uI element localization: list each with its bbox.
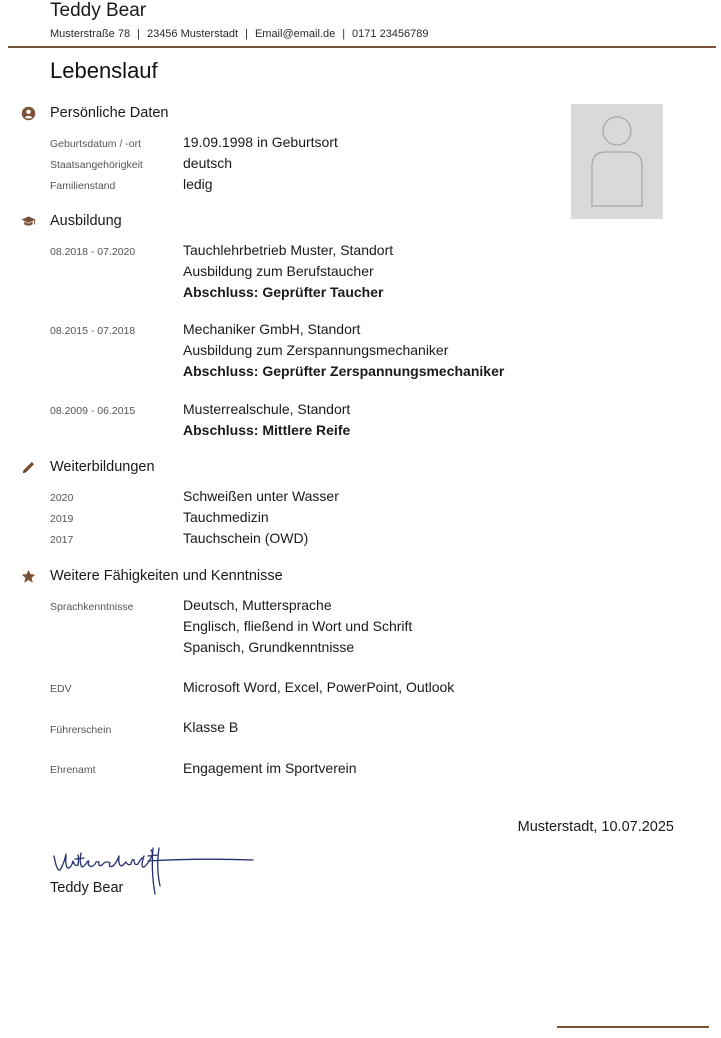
education-program: Ausbildung zum Zerspannungsmechaniker [183,342,449,358]
section-training-header [20,457,155,477]
document-title: Lebenslauf [50,58,158,83]
language-item: Spanisch, Grundkenntnisse [183,639,355,655]
skills-label-edv: EDV [50,683,72,695]
contact-street: Musterstraße 78 [50,28,131,40]
education-program: Ausbildung zum Berufstaucher [183,263,374,279]
education-period: 08.2018 - 07.2020 [50,246,136,258]
education-result: Abschluss: Geprüfter Taucher [183,284,384,300]
education-entry [183,319,504,382]
field-value: ledig [183,176,213,192]
education-result: Abschluss: Mittlere Reife [183,422,351,438]
section-title: Weiterbildungen [50,459,155,475]
star-icon [20,568,36,584]
education-period: 08.2015 - 07.2018 [50,325,136,337]
skills-label-languages: Sprachkenntnisse [50,601,134,613]
graduation-cap-icon [20,213,36,229]
section-education-header [20,211,122,231]
skills-license: Klasse B [183,719,239,735]
field-value: deutsch [183,155,233,171]
separator: | [137,28,140,40]
signer-name: Teddy Bear [50,880,124,896]
place-date: Musterstadt, 10.07.2025 [517,819,674,835]
training-year: 2019 [50,513,74,525]
user-circle-icon [20,105,36,121]
field-label: Staatsangehörigkeit [50,159,143,171]
applicant-name: Teddy Bear [50,0,147,21]
footer-rule [557,1026,709,1028]
skills-label-volunteer: Ehrenamt [50,764,96,776]
language-item: Deutsch, Muttersprache [183,597,332,613]
contact-line [50,27,429,41]
section-skills-header [20,566,283,586]
contact-email: Email@email.de [254,28,336,40]
separator: | [245,28,248,40]
education-entry [183,399,350,441]
field-label: Familienstand [50,180,116,192]
section-personal-header [20,103,169,123]
training-year: 2017 [50,534,74,546]
contact-phone: 0171 23456789 [352,28,429,40]
language-item: Englisch, fließend in Wort und Schrift [183,618,413,634]
skills-languages [183,595,412,658]
education-institution: Musterrealschule, Standort [183,401,351,417]
contact-city: 23456 Musterstadt [146,28,239,40]
field-value: 19.09.1998 in Geburtsort [183,134,338,150]
training-value: Tauchschein (OWD) [183,530,309,546]
education-entry [183,240,393,303]
training-year: 2020 [50,492,74,504]
section-title: Weitere Fähigkeiten und Kenntnisse [50,568,283,584]
education-result: Abschluss: Geprüfter Zerspannungsmechaniker [183,363,505,379]
education-institution: Mechaniker GmbH, Standort [183,321,361,337]
section-title: Persönliche Daten [50,105,169,121]
person-silhouette-icon [571,104,663,219]
training-value: Tauchmedizin [183,509,269,525]
pencil-icon [20,459,36,475]
training-value: Schweißen unter Wasser [183,488,339,504]
field-label: Geburtsdatum / -ort [50,138,142,150]
photo-placeholder [571,104,663,219]
header-rule [8,46,716,48]
section-title: Ausbildung [50,213,122,229]
education-institution: Tauchlehrbetrieb Muster, Standort [183,242,394,258]
skills-label-license: Führerschein [50,724,112,736]
separator: | [342,28,346,40]
skills-volunteer: Engagement im Sportverein [183,760,357,776]
skills-edv: Microsoft Word, Excel, PowerPoint, Outlook [183,679,455,695]
education-period: 08.2009 - 06.2015 [50,405,136,417]
